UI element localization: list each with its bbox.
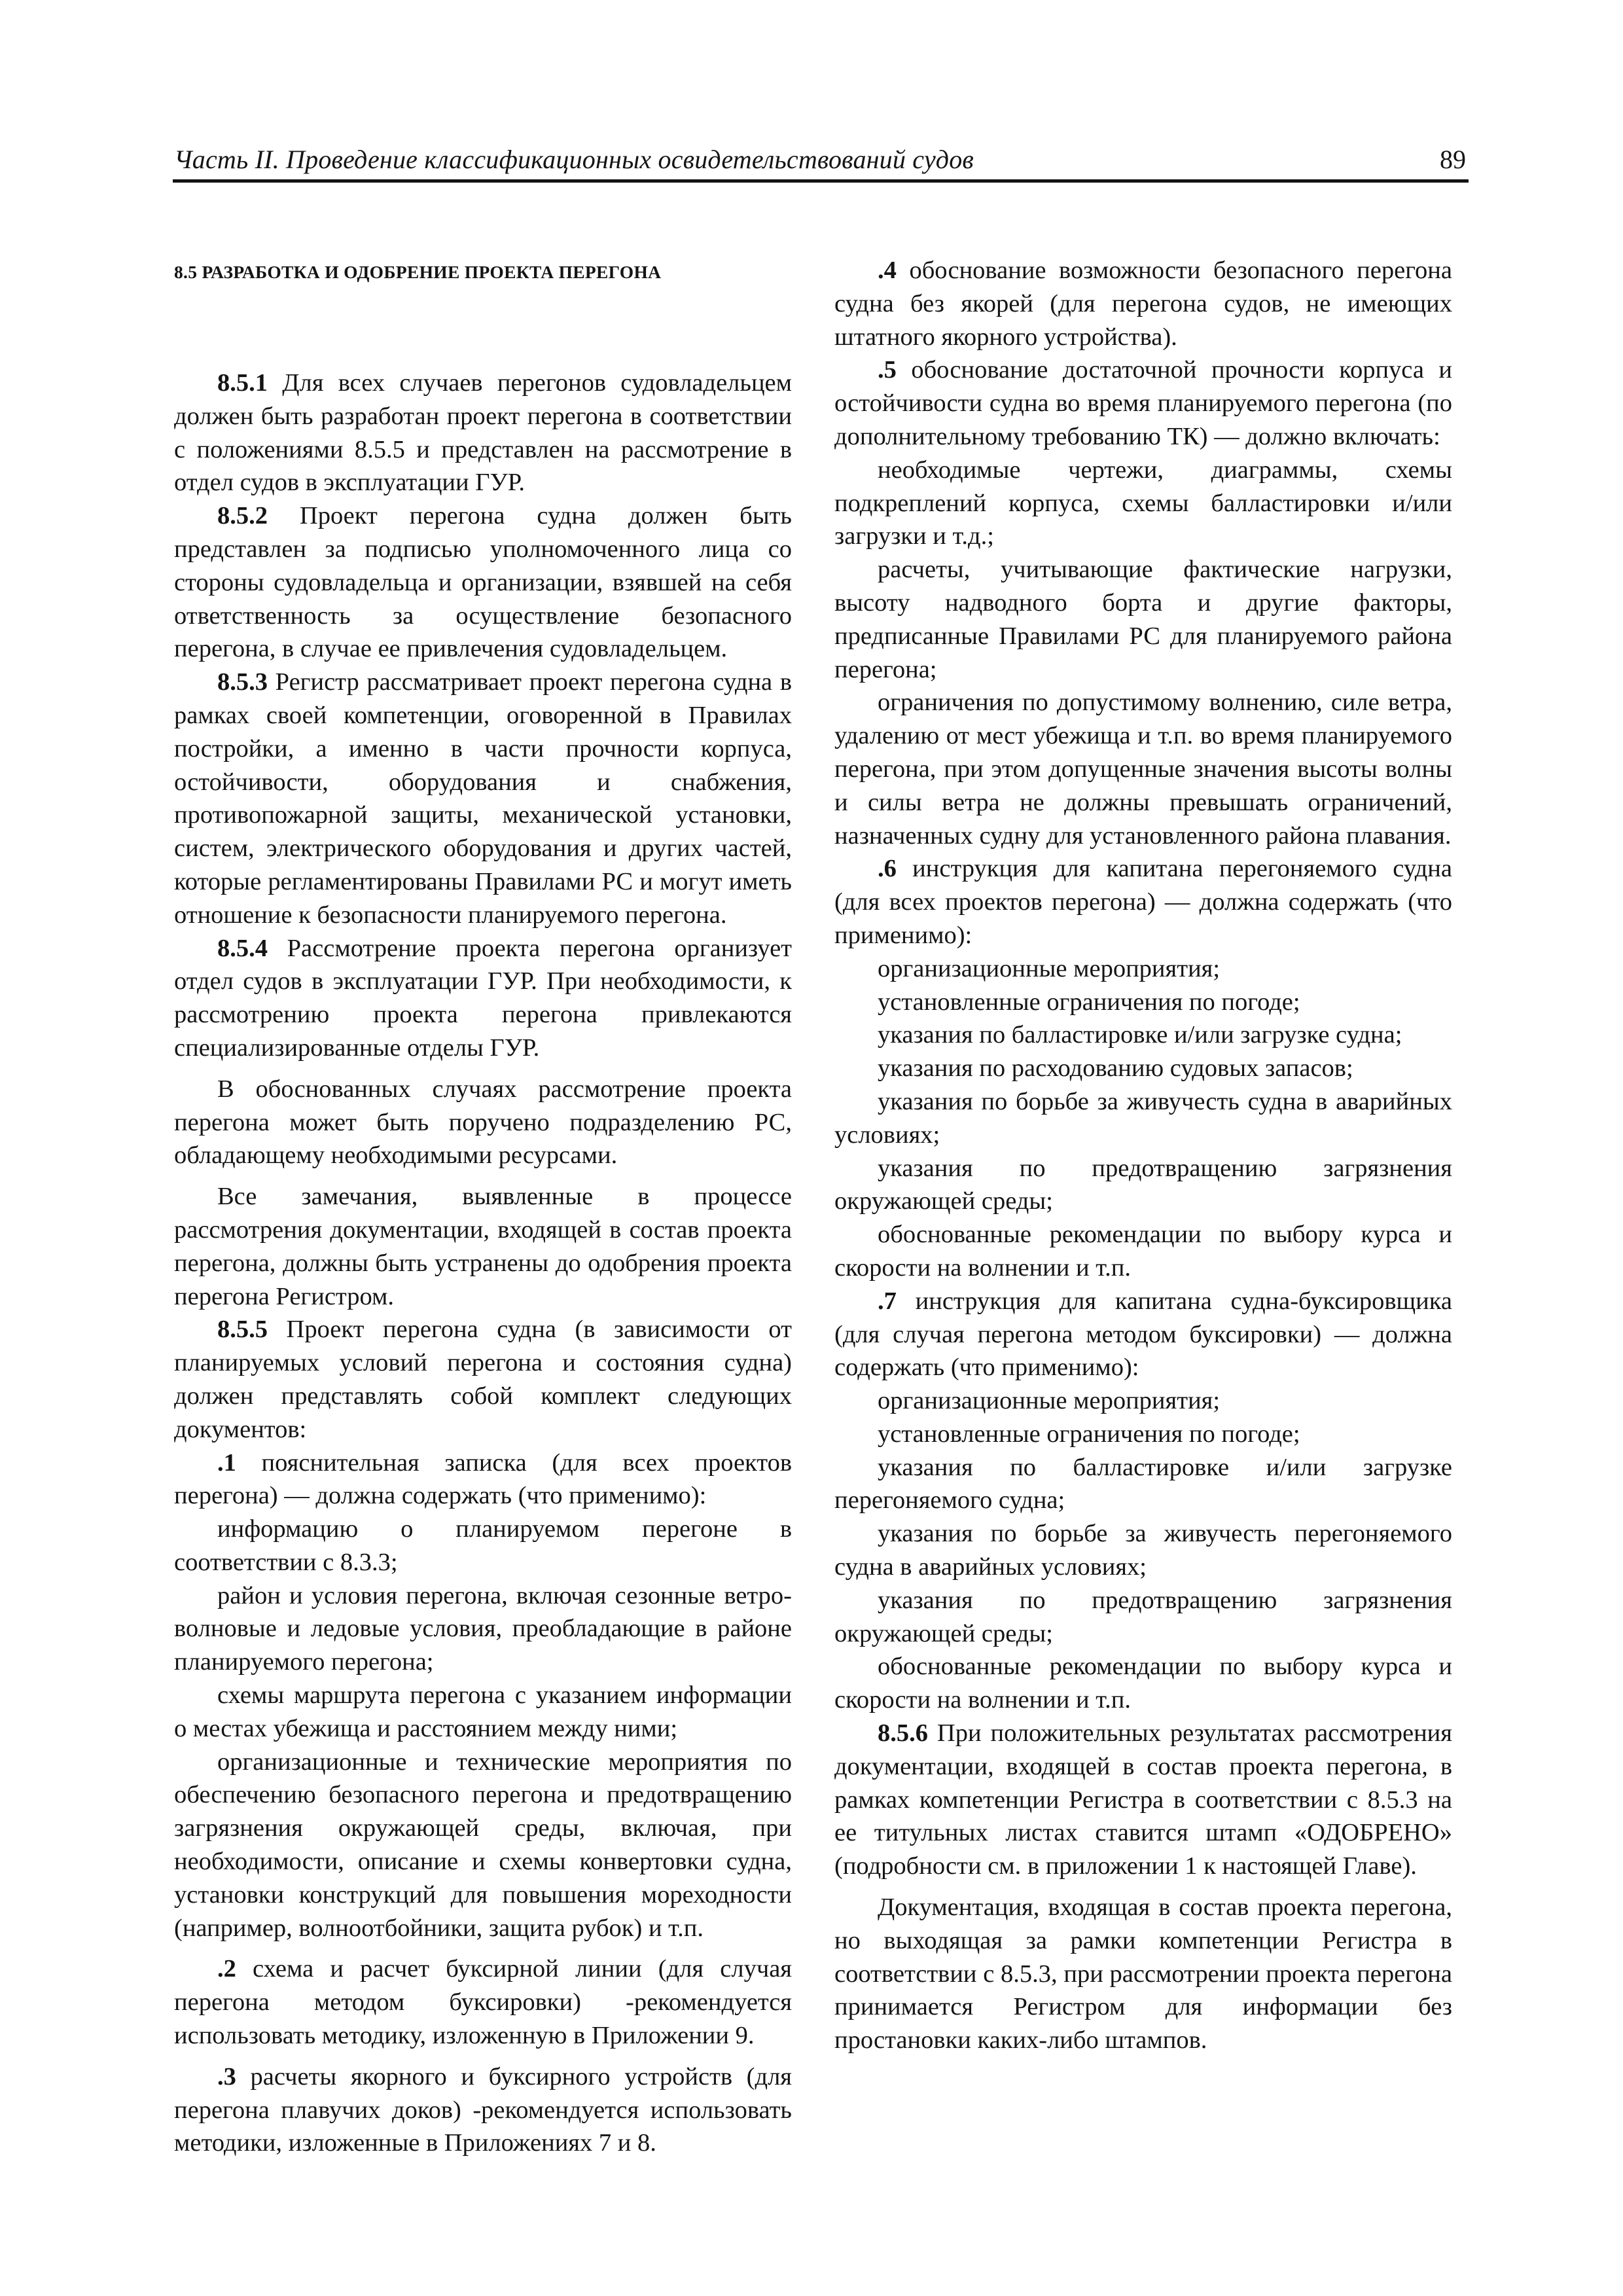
paragraph: Все замечания, выявленные в процессе рассмотрения документации, входящей в состав проекта перегона, должны быть устранены до одобрения проекта перегона Регистром.: [174, 1183, 792, 1310]
item-text: обоснование достаточной прочности корпуса и остойчивости судна во время планируемого перегона (по дополнительному требованию ТК) — должно включать:: [834, 356, 1452, 450]
header-title: Часть II. Проведение классификационных освидетельствований судов: [174, 145, 974, 174]
left-column: [174, 254, 792, 2160]
item-number: .7: [878, 1287, 897, 1315]
clause-text: Проект перегона судна должен быть представлен за подписью уполномоченного лица со стороны судовладельца и организации, взявшей на себя ответственность за осуществление безопасного перегона, в случае ее привлечения судовладельцем.: [174, 502, 792, 663]
paragraph-8-5-4: [174, 932, 792, 1065]
sub-item: информацию о планируемом перегоне в соответствии с 8.3.3;: [174, 1515, 792, 1576]
sub-item: указания по предотвращению загрязнения окружающей среды;: [834, 1154, 1452, 1215]
list-item-2: [174, 1952, 792, 2052]
clause-text: Рассмотрение проекта перегона организует отдел судов в эксплуатации ГУР. При необходимости, к рассмотрению проекта перегона привлекаются специализированные отделы ГУР.: [174, 934, 792, 1062]
sub-item: установленные ограничения по погоде;: [878, 1420, 1300, 1448]
item-number: .5: [878, 356, 897, 384]
clause-number: 8.5.4: [217, 934, 268, 962]
sub-item: указания по борьбе за живучесть судна в аварийных условиях;: [834, 1087, 1452, 1149]
paragraph-8-5-1: [174, 367, 792, 499]
sub-item: схемы маршрута перегона с указанием информации о местах убежища и расстоянием между ними;: [174, 1681, 792, 1742]
clause-number: 8.5.1: [217, 369, 268, 397]
clause-text: Регистр рассматривает проект перегона судна в рамках своей компетенции, оговоренной в Правилах постройки, а именно в части прочности корпуса, остойчивости, оборудования и снабжения, противопожарной защиты, механической установки, систем, электрического оборудования и других частей, которые регламентированы Правилами РС и могут иметь отношение к безопасности планируемого перегона.: [174, 668, 792, 929]
item-number: .1: [217, 1448, 236, 1477]
item-text: расчеты якорного и буксирного устройств (для перегона плавучих доков) -рекомендуется использовать методики, изложенные в Приложениях 7 и 8.: [174, 2062, 792, 2157]
item-text: инструкция для капитана перегоняемого судна (для всех проектов перегона) — должна содержать (что применимо):: [834, 855, 1452, 949]
sub-item: организационные мероприятия;: [878, 1387, 1221, 1415]
section-heading: 8.5 РАЗРАБОТКА И ОДОБРЕНИЕ ПРОЕКТА ПЕРЕГОНА: [174, 262, 662, 282]
item-number: .2: [217, 1955, 236, 1983]
paragraph-8-5-5: [174, 1313, 792, 1446]
paragraph: Документация, входящая в состав проекта перегона, но выходящая за рамки компетенции Регистра в соответствии с 8.5.3, при рассмотрении проекта перегона принимается Регистром для информации без простановки каких-либо штампов.: [834, 1893, 1452, 2054]
paragraph-8-5-3: [174, 666, 792, 931]
clause-number: 8.5.3: [217, 668, 268, 696]
clause-text: При положительных результатах рассмотрения документации, входящей в состав проекта перегона, в рамках компетенции Регистра в соответствии с 8.5.3 на ее титульных листах ставится штамп «ОДОБРЕНО» (подробности см. в приложении 1 к настоящей Главе).: [834, 1719, 1452, 1880]
running-header: [173, 140, 1469, 183]
sub-item: указания по борьбе за живучесть перегоняемого судна в аварийных условиях;: [834, 1520, 1452, 1581]
paragraph-8-5-2: [174, 499, 792, 666]
item-number: .4: [878, 257, 897, 284]
item-number: .3: [217, 2062, 236, 2090]
sub-item: обоснованные рекомендации по выбору курса и скорости на волнении и т.п.: [834, 1221, 1452, 1282]
sub-item: обоснованные рекомендации по выбору курса и скорости на волнении и т.п.: [834, 1653, 1452, 1714]
item-text: схема и расчет буксирной линии (для случая перегона методом буксировки) -рекомендуется использовать методику, изложенную в Приложении 9.: [174, 1955, 792, 2050]
sub-item: ограничения по допустимому волнению, силе ветра, удалению от мест убежища и т.п. во время планируемого перегона, при этом допущенные значения высоты волны и силы ветра не должны превышать ограничений, назначенных судну для установленного района плавания.: [834, 689, 1452, 850]
list-item-5: [834, 353, 1452, 453]
item-text: инструкция для капитана судна-буксировщика (для случая перегона методом буксировки) — должна содержать (что применимо):: [834, 1287, 1452, 1382]
item-text: пояснительная записка (для всех проектов перегона) — должна содержать (что применимо):: [174, 1448, 792, 1510]
clause-number: 8.5.6: [878, 1719, 928, 1748]
clause-number: 8.5.2: [217, 502, 268, 530]
sub-item: район и условия перегона, включая сезонные ветро-волновые и ледовые условия, преобладающие в районе планируемого перегона;: [174, 1581, 792, 1676]
sub-item: необходимые чертежи, диаграммы, схемы подкреплений корпуса, схемы балластировки и/или загрузки и т.д.;: [834, 456, 1452, 550]
clause-number: 8.5.5: [217, 1316, 268, 1344]
list-item-4: [834, 254, 1452, 353]
list-item-3: [174, 2060, 792, 2160]
paragraph-8-5-6: [834, 1717, 1452, 1883]
sub-item: организационные мероприятия;: [878, 954, 1221, 982]
paragraph: В обоснованных случаях рассмотрение проекта перегона может быть поручено подразделению РС, обладающему необходимыми ресурсами.: [174, 1075, 792, 1170]
list-item-7: [834, 1285, 1452, 1384]
sub-item: расчеты, учитывающие фактические нагрузки, высоту надводного борта и другие факторы, предписанные Правилами РС для планируемого района перегона;: [834, 556, 1452, 683]
clause-text: Проект перегона судна (в зависимости от планируемых условий перегона и состояния судна) должен представлять собой комплект следующих документов:: [174, 1316, 792, 1443]
sub-item: установленные ограничения по погоде;: [878, 988, 1300, 1016]
list-item-6: [834, 852, 1452, 952]
item-number: .6: [878, 855, 897, 883]
item-text: обоснование возможности безопасного перегона судна без якорей (для перегона судов, не имеющих штатного якорного устройства).: [834, 257, 1452, 351]
sub-item: указания по предотвращению загрязнения окружающей среды;: [834, 1586, 1452, 1647]
clause-text: Для всех случаев перегонов судовладельцем должен быть разработан проект перегона в соответствии с положениями 8.5.5 и представлен на рассмотрение в отдел судов в эксплуатации ГУР.: [174, 369, 792, 497]
page-number: 89: [1440, 145, 1466, 174]
sub-item: указания по балластировке и/или загрузке судна;: [878, 1021, 1402, 1049]
sub-item: указания по расходованию судовых запасов;: [878, 1054, 1353, 1083]
sub-item: указания по балластировке и/или загрузке перегоняемого судна;: [834, 1453, 1452, 1515]
right-column: [834, 254, 1452, 2057]
sub-item: организационные и технические мероприятия по обеспечению безопасного перегона и предотвращению загрязнения окружающей среды, включая, при необходимости, описание и схемы конвертовки судна, установки конструкций для повышения мореходности (например, волноотбойники, защита рубок) и т.п.: [174, 1748, 792, 1942]
list-item-1: [174, 1446, 792, 1513]
